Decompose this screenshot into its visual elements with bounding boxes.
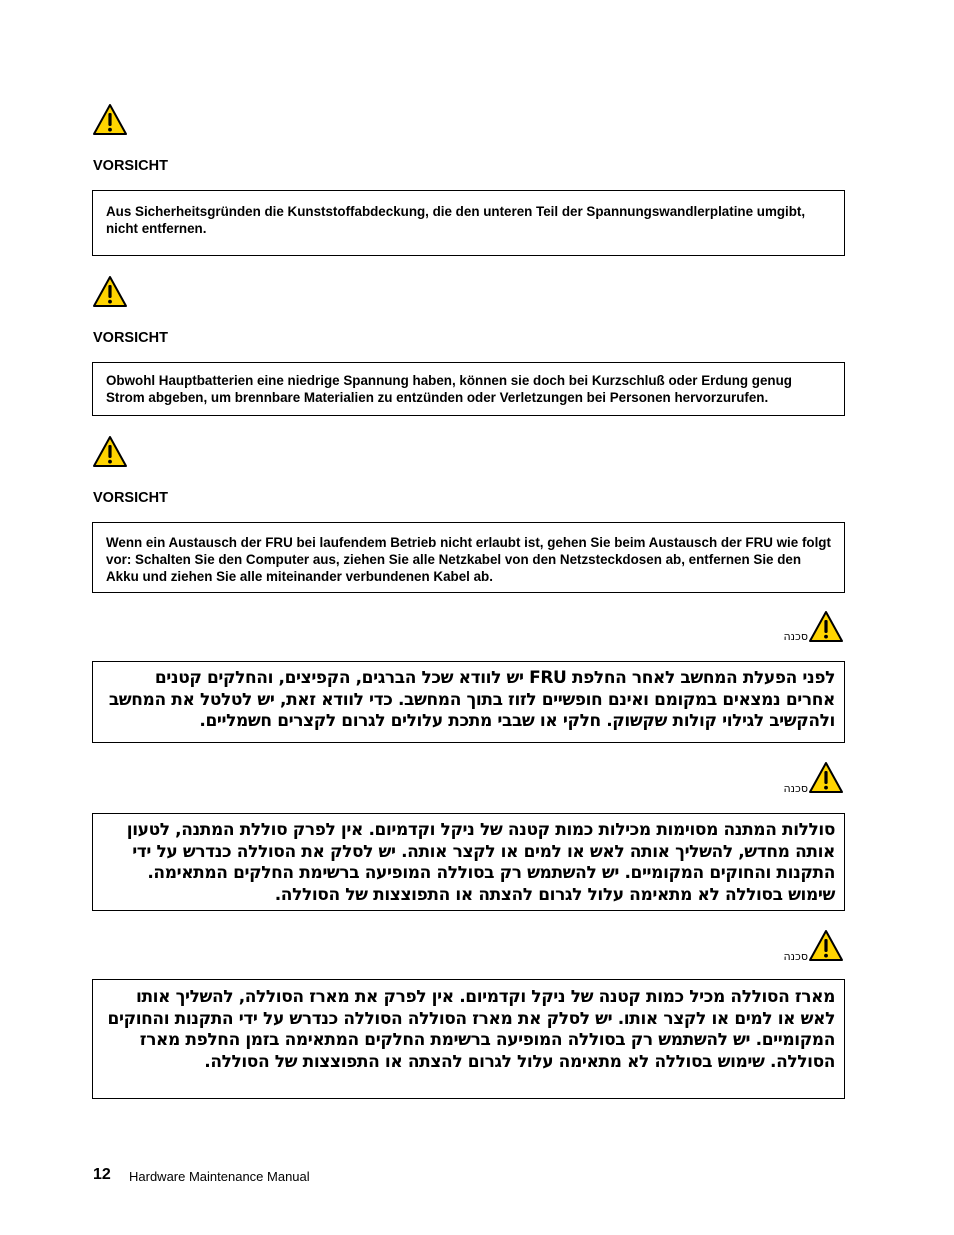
warning-triangle-icon	[92, 435, 128, 469]
notice-text-hebrew: סוללות המתנה מסוימות מכילות כמות קטנה של ניקל וקדמיום. אין לפרק סוללת המתנה, לטעון אותה מחדש, להשליך אותה לאש או למים או לקצר אותה. יש לסלק את הסוללה כנדרש על ידי התקנות והחוקים המקומיים. יש להשתמש רק בסוללה המופיעה ברשימת החלקים המתאימה. שימוש בסוללה לא מתאימה עלול לגרום להצתה או התפוצצות של הסוללה.	[126, 820, 835, 905]
notice-text-hebrew: לפני הפעלת המחשב לאחר החלפת FRU יש לוודא שכל הברגים, הקפיצים, והחלקים קטנים אחרים נמצאים במקומם ואינם חופשיים לזוז בתוך המחשב. כדי לוודא זאת, יש לטלטל את המחשב ולהקשיב לגילוי קולות שקשוק. חלקי או שבבי מתכת עלולים לגרום לקצרים חשמליים.	[108, 668, 835, 731]
notice-text: Obwohl Hauptbatterien eine niedrige Spannung haben, können sie doch bei Kurzschluß oder Erdung genug Strom abgeben, um brennbare Materialien zu entzünden oder Verletzungen bei Personen hervorzurufen.	[106, 373, 792, 405]
caution-label: VORSICHT	[93, 490, 168, 506]
notice-box	[92, 362, 845, 416]
notice-text: Wenn ein Austausch der FRU bei laufendem Betrieb nicht erlaubt ist, gehen Sie beim Austausch der FRU wie folgt vor: Schalten Sie den Computer aus, ziehen Sie alle Netzkabel von den Netzsteckdosen ab, entfernen Sie den Akku und ziehen Sie alle miteinander verbundenen Kabel ab.	[106, 535, 831, 584]
notice-box-hebrew	[92, 661, 845, 743]
hebrew-caution-label: סכנה	[783, 950, 808, 963]
notice-box	[92, 522, 845, 593]
page-number: 12	[93, 1166, 111, 1183]
warning-triangle-icon	[808, 610, 844, 644]
warning-triangle-icon	[808, 929, 844, 963]
hebrew-caution-label: סכנה	[783, 782, 808, 795]
footer-title: Hardware Maintenance Manual	[129, 1169, 310, 1184]
notice-box-hebrew	[92, 813, 845, 911]
caution-label: VORSICHT	[93, 158, 168, 174]
warning-triangle-icon	[92, 103, 128, 137]
notice-box	[92, 190, 845, 256]
notice-text-hebrew: מארז הסוללה מכיל כמות קטנה של ניקל וקדמיום. אין לפרק את מארז הסוללה, להשליך אותו לאש או למים או לקצר אותו. יש לסלק את מארז הסוללה הסוללה כנדרש על ידי התקנות והחוקים המקומיים. יש להשתמש רק בסוללה המופיעה ברשימת החלקים המתאימה בזמן החלפת מארז הסוללה. שימוש בסוללה לא מתאימה עלול לגרום להצתה או התפוצצות של הסוללה.	[107, 987, 835, 1072]
warning-triangle-icon	[92, 275, 128, 309]
hebrew-caution-label: סכנה	[783, 630, 808, 643]
warning-triangle-icon	[808, 761, 844, 795]
caution-label: VORSICHT	[93, 330, 168, 346]
notice-box-hebrew	[92, 979, 845, 1099]
notice-text: Aus Sicherheitsgründen die Kunststoffabdeckung, die den unteren Teil der Spannungswandlerplatine umgibt, nicht entfernen.	[106, 204, 806, 236]
